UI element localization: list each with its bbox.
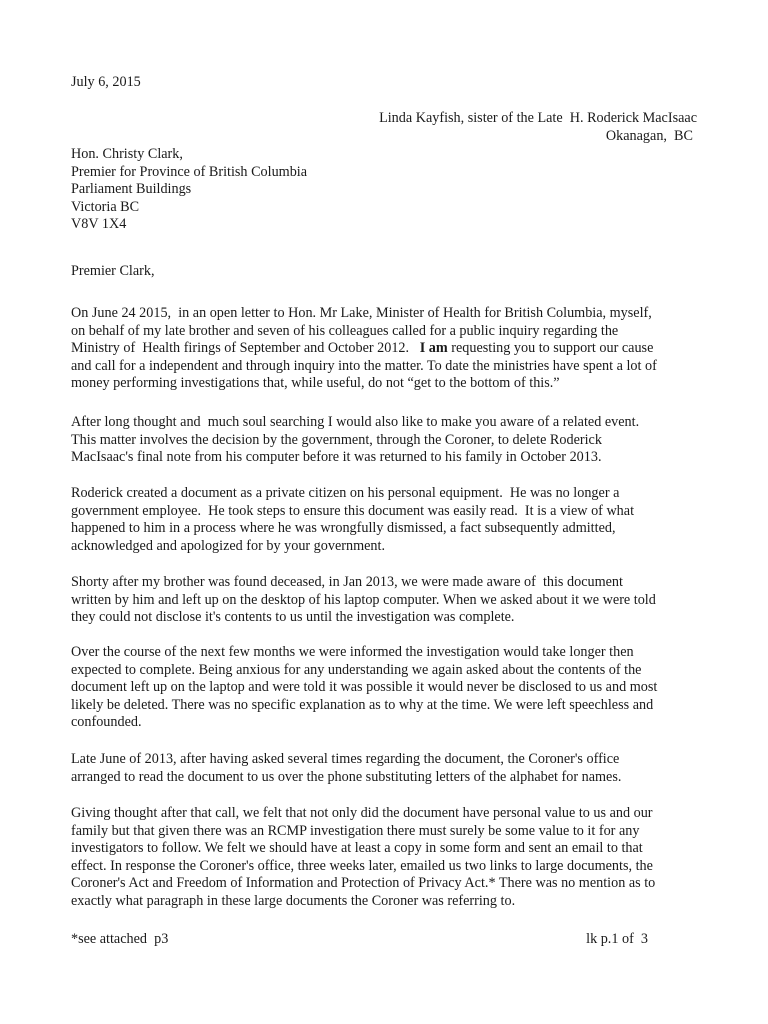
footnote: *see attached p3	[71, 931, 169, 947]
paragraph-5	[71, 644, 701, 732]
paragraph-line: Coroner's Act and Freedom of Information and Protection of Privacy Act.* There was no mention as to	[71, 875, 656, 892]
recipient-line: Premier for Province of British Columbia	[71, 163, 308, 180]
paragraph-line: After long thought and much soul searching I would also like to make you aware of a related event.	[71, 414, 640, 430]
sender-location-line: Okanagan, BC	[605, 128, 693, 144]
paragraph-line: happened to him in a process where he was wrongfully dismissed, a fact subsequently admitted,	[71, 520, 616, 537]
paragraph-line: On June 24 2015, in an open letter to Hon. Mr Lake, Minister of Health for British Columbia, myself,	[71, 305, 652, 321]
paragraph-line: arranged to read the document to us over the phone substituting letters of the alphabet for names.	[71, 768, 622, 785]
paragraph-text: Ministry of Health firings of September and October 2012.	[71, 340, 420, 357]
paragraph-2	[71, 414, 701, 467]
paragraph-line: investigators to follow. We felt we should have at least a copy in some form and sent an email to that	[71, 840, 643, 857]
sender-name-line: Linda Kayfish, sister of the Late H. Roderick MacIsaac	[379, 110, 697, 126]
paragraph-line: Over the course of the next few months we were informed the investigation would take longer then	[71, 644, 634, 660]
paragraph-line: expected to complete. Being anxious for any understanding we again asked about the contents of the	[71, 661, 642, 678]
paragraph-line: Shorty after my brother was found deceased, in Jan 2013, we were made aware of this document	[71, 574, 623, 590]
paragraph-line: exactly what paragraph in these large documents the Coroner was referring to.	[71, 892, 516, 909]
paragraph-3	[71, 485, 701, 555]
recipient-line: Hon. Christy Clark,	[71, 146, 183, 162]
paragraph-line: government employee. He took steps to ensure this document was easily read. It is a view of what	[71, 502, 635, 519]
paragraph-line: written by him and left up on the desktop of his laptop computer. When we asked about it we were told	[71, 591, 656, 608]
paragraph-line: on behalf of my late brother and seven of his colleagues called for a public inquiry regarding the	[71, 322, 619, 339]
paragraph-line: This matter involves the decision by the government, through the Coroner, to delete Roderick	[71, 431, 602, 448]
paragraph-line: money performing investigations that, while useful, do not “get to the bottom of this.”	[71, 375, 560, 392]
letter-date: July 6, 2015	[71, 74, 141, 90]
paragraph-line: Giving thought after that call, we felt that not only did the document have personal value to us and our	[71, 805, 653, 821]
paragraph-text: requesting you to support our cause	[447, 340, 654, 357]
paragraph-line: document left up on the laptop and were told it was possible it would never be disclosed to us and most	[71, 679, 658, 696]
paragraph-line: acknowledged and apologized for by your government.	[71, 537, 385, 554]
recipient-line: Victoria BC	[71, 198, 140, 215]
paragraph-6	[71, 751, 701, 786]
recipient-address	[71, 146, 701, 234]
paragraph-line: confounded.	[71, 714, 142, 731]
paragraph-line: Roderick created a document as a private citizen on his personal equipment. He was no longer a	[71, 485, 620, 501]
recipient-line: V8V 1X4	[71, 216, 127, 233]
page-number: lk p.1 of 3	[586, 931, 648, 947]
paragraph-line: MacIsaac's final note from his computer before it was returned to his family in October 2013.	[71, 449, 602, 466]
recipient-line: Parliament Buildings	[71, 181, 192, 198]
paragraph-7	[71, 805, 701, 911]
paragraph-4	[71, 574, 701, 627]
paragraph-line: Late June of 2013, after having asked several times regarding the document, the Coroner's office	[71, 751, 620, 767]
paragraph-line: likely be deleted. There was no specific explanation as to why at the time. We were left speechless and	[71, 696, 654, 713]
paragraph-line: they could not disclose it's contents to us until the investigation was complete.	[71, 609, 515, 626]
paragraph-line: effect. In response the Coroner's office, three weeks later, emailed us two links to large documents, the	[71, 857, 653, 874]
paragraph-line	[71, 340, 701, 358]
salutation: Premier Clark,	[71, 263, 155, 279]
paragraph-1	[71, 305, 701, 393]
emphasis-text: I am	[419, 340, 448, 357]
paragraph-line: and call for a independent and through inquiry into the matter. To date the ministries have spent a lot of	[71, 357, 657, 374]
paragraph-line: family but that given there was an RCMP investigation there must surely be some value to it for any	[71, 822, 640, 839]
